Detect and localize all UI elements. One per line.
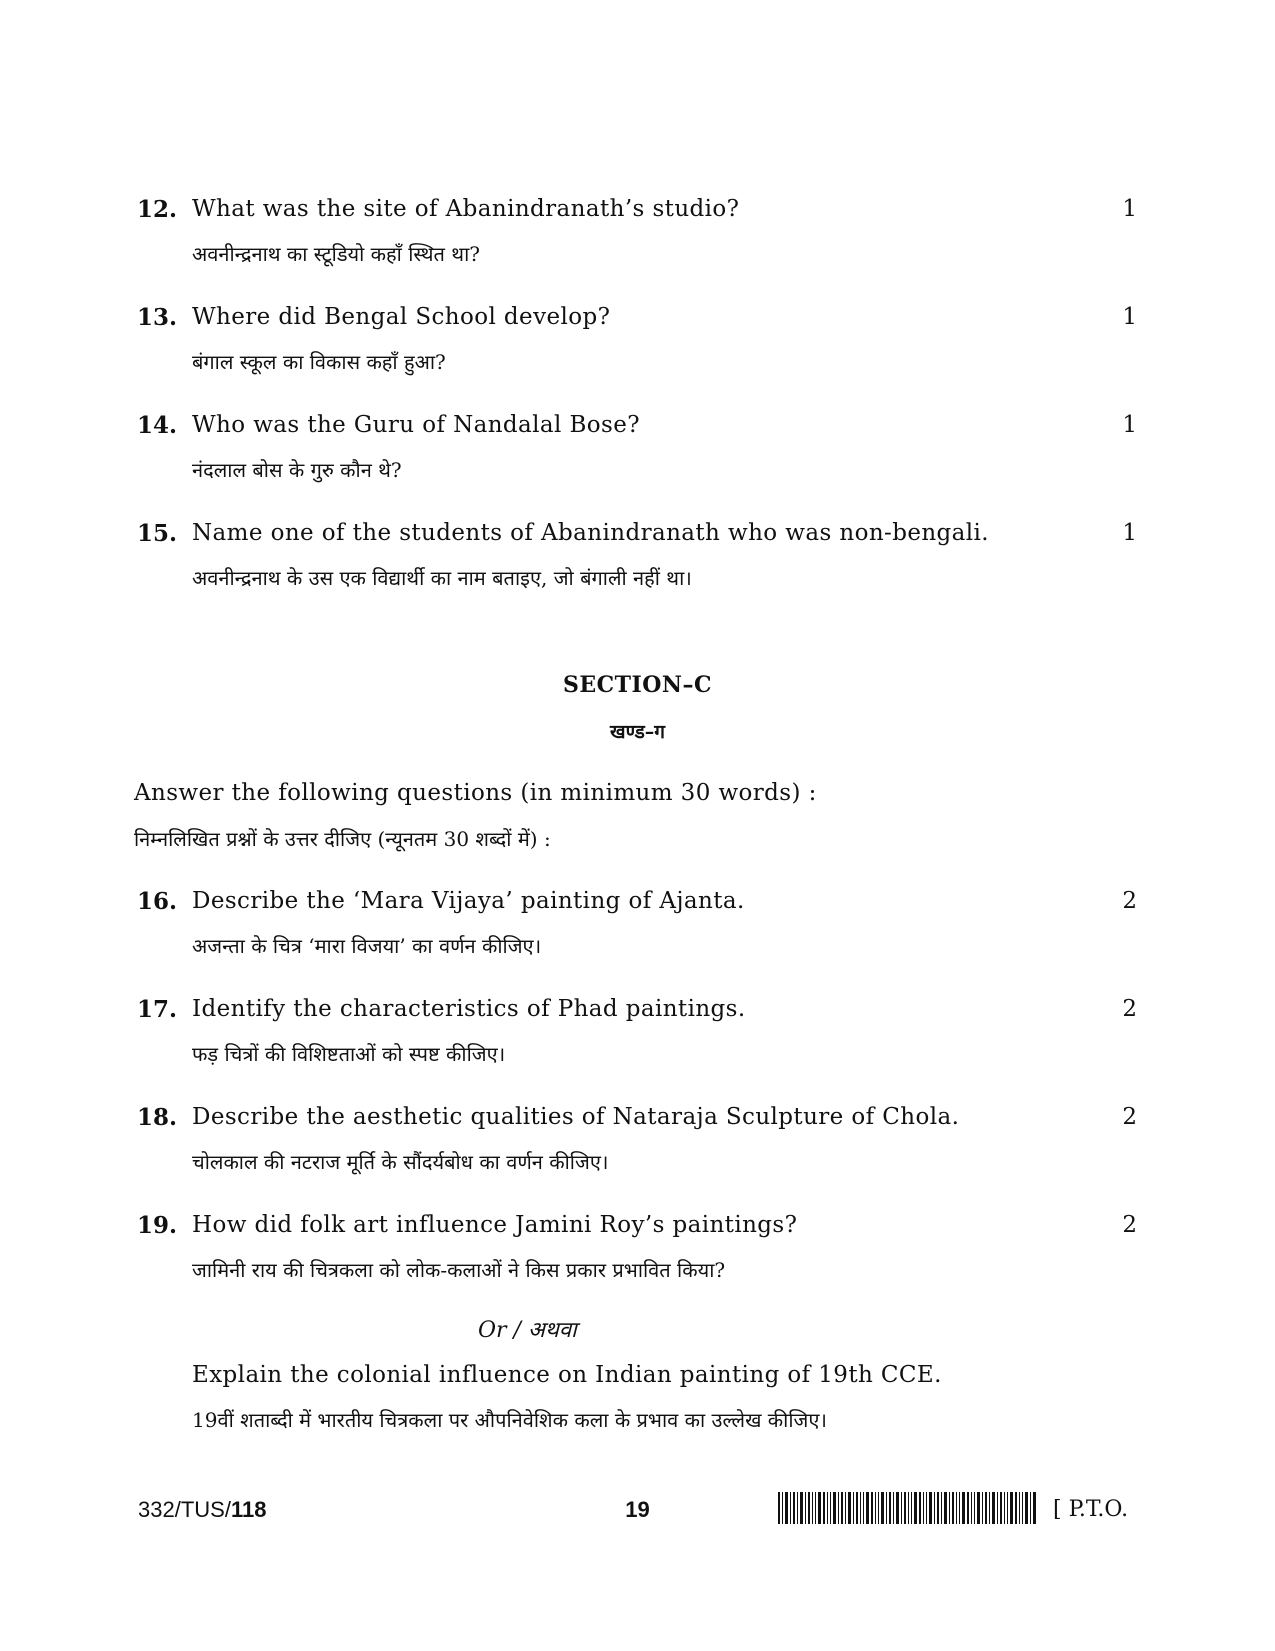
section-instruction-english: Answer the following questions (in minimum 30 words) : bbox=[134, 780, 817, 806]
question-marks: 2 bbox=[1122, 996, 1137, 1022]
question-text-hindi: नंदलाल बोस के गुरु कौन थे? bbox=[192, 458, 402, 482]
question-text-english: Identify the characteristics of Phad paintings. bbox=[192, 996, 746, 1022]
please-turn-over: [ P.T.O. bbox=[1053, 1497, 1129, 1522]
question-marks: 1 bbox=[1122, 196, 1137, 222]
question-marks: 1 bbox=[1122, 304, 1137, 330]
question-number: 19. bbox=[137, 1212, 178, 1239]
question-text-english: How did folk art influence Jamini Roy’s paintings? bbox=[192, 1212, 798, 1238]
section-title-hindi: खण्ड–ग bbox=[610, 721, 665, 743]
question-text-hindi: फड़ चित्रों की विशिष्टताओं को स्पष्ट कीजिए। bbox=[192, 1042, 506, 1066]
paper-code-prefix: 332/TUS/ bbox=[138, 1497, 231, 1522]
question-marks: 2 bbox=[1122, 888, 1137, 914]
question-text-english: Where did Bengal School develop? bbox=[192, 304, 611, 330]
question-marks: 2 bbox=[1122, 1104, 1137, 1130]
question-text-english: Who was the Guru of Nandalal Bose? bbox=[192, 412, 640, 438]
question-marks: 1 bbox=[1122, 412, 1137, 438]
paper-code-number: 118 bbox=[230, 1497, 267, 1522]
or-divider: Or / अथवा bbox=[478, 1318, 577, 1343]
question-marks: 2 bbox=[1122, 1212, 1137, 1238]
question-number: 17. bbox=[137, 996, 178, 1023]
question-number: 18. bbox=[137, 1104, 178, 1131]
question-text-hindi: चोलकाल की नटराज मूर्ति के सौंदर्यबोध का वर्णन कीजिए। bbox=[192, 1150, 609, 1174]
question-text-hindi: अवनीन्द्रनाथ के उस एक विद्यार्थी का नाम बताइए, जो बंगाली नहीं था। bbox=[192, 566, 692, 590]
section-title: SECTION–C bbox=[562, 672, 713, 698]
question-text-hindi: अजन्ता के चित्र ‘मारा विजया’ का वर्णन कीजिए। bbox=[192, 934, 542, 958]
question-text-english: Name one of the students of Abanindranath who was non-bengali. bbox=[192, 520, 990, 546]
section-instruction-hindi: निम्नलिखित प्रश्नों के उत्तर दीजिए (न्यूनतम 30 शब्दों में) : bbox=[134, 827, 551, 851]
question-number: 13. bbox=[137, 304, 178, 331]
question-number: 12. bbox=[137, 196, 178, 223]
question-text-hindi: जामिनी राय की चित्रकला को लोक-कलाओं ने किस प्रकार प्रभावित किया? bbox=[192, 1258, 726, 1282]
question-text-english: Describe the ‘Mara Vijaya’ painting of Ajanta. bbox=[192, 888, 745, 914]
question-text-hindi: अवनीन्द्रनाथ का स्टूडियो कहाँ स्थित था? bbox=[192, 242, 480, 266]
barcode-icon bbox=[778, 1492, 1036, 1524]
question-marks: 1 bbox=[1122, 520, 1137, 546]
question-text-english: Describe the aesthetic qualities of Nataraja Sculpture of Chola. bbox=[192, 1104, 960, 1130]
question-number: 15. bbox=[137, 520, 178, 547]
alternative-question-english: Explain the colonial influence on Indian painting of 19th CCE. bbox=[192, 1362, 942, 1388]
question-text-english: What was the site of Abanindranath’s studio? bbox=[192, 196, 740, 222]
question-text-hindi: बंगाल स्कूल का विकास कहाँ हुआ? bbox=[192, 350, 446, 374]
alternative-question-hindi: 19वीं शताब्दी में भारतीय चित्रकला पर औपनिवेशिक कला के प्रभाव का उल्लेख कीजिए। bbox=[192, 1408, 827, 1432]
question-number: 16. bbox=[137, 888, 178, 915]
page-number: 19 bbox=[625, 1497, 650, 1522]
question-number: 14. bbox=[137, 412, 178, 439]
